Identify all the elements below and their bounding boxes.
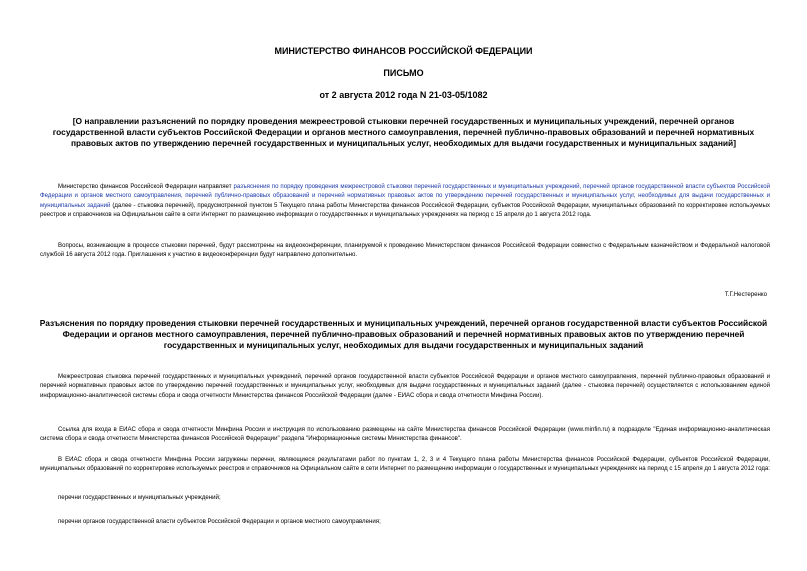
- letter-p1-text-before: Министерство финансов Российской Федерации направляет: [58, 183, 234, 190]
- appendix-title: Разъяснения по порядку проведения стыковки перечней государственных и муниципальных учреждений, перечней органов государственной власти субъектов Российской Федерации и органов местного самоуправления, перечней публично-правовых образований и перечней нормативных правовых актов по утверждению перечней государственных и муниципальных услуг, необходимых для выдачи государственных и муниципальных заданий: [39, 318, 768, 351]
- letter-paragraph-1: [40, 182, 770, 220]
- document-type: ПИСЬМО: [383, 68, 424, 78]
- appendix-paragraph-2: Ссылка для входа в ЕИАС сбора и свода отчетности Минфина России и инструкция по использованию размещены на сайте Министерства финансов Российской Федерации (www.minfin.ru) в подразделе "Единая информационно-аналитическая система сбора и свода отчетности Министерства финансов Российской Федерации" раздела "Информационные системы Министерства финансов".: [40, 426, 770, 443]
- explanations-link[interactable]: разъяснения по порядку проведения межреестровой стыковки перечней государственных и муниципальных учреждений, перечней органов государственной власти субъектов Российской Федерации и органов местного самоуправления, перечней публично-правовых образований и перечней нормативных правовых актов по утверждению перечней государственных и муниципальных услуг, необходимых для выдачи государственных и муниципальных заданий: [40, 183, 770, 209]
- letter-paragraph-2: Вопросы, возникающие в процессе стыковки перечней, будут рассмотрены на видеоконференции, планируемой к проведению Министерством финансов Российской Федерации совместно с Федеральным казначейством и Федеральной налоговой службой 16 августа 2012 года. Приглашения к участию в видеоконференции будут направлено дополнительно.: [40, 242, 770, 259]
- signature: Т.Г.Нестеренко: [724, 291, 767, 298]
- document-date-number: от 2 августа 2012 года N 21-03-05/1082: [319, 90, 488, 100]
- document-subject: [О направлении разъяснений по порядку проведения межреестровой стыковки перечней государственных и муниципальных учреждений, перечней органов государственной власти субъектов Российской Федерации и органов местного самоуправления, перечней публично-правовых образований и перечней нормативных правовых актов по утверждению перечней государственных и муниципальных услуг, необходимых для выдачи государственных и муниципальных заданий]: [52, 116, 755, 149]
- appendix-list-item-1: перечни государственных и муниципальных учреждений;: [58, 494, 221, 501]
- appendix-list-item-2: перечни органов государственной власти субъектов Российской Федерации и органов местного самоуправления;: [58, 518, 381, 525]
- appendix-paragraph-3: В ЕИАС сбора и свода отчетности Минфина России загружены перечни, являющиеся результатами работ по пунктам 1, 2, 3 и 4 Текущего плана работы Министерства финансов Российской Федерации, субъектов Российской Федерации, муниципальных образований по корректировке используемых реестров и справочников на Официальном сайте в сети Интернет по размещению информации о государственных и муниципальных учреждениях на период с 15 апреля до 1 августа 2012 года:: [40, 456, 770, 473]
- letter-p1-text-after: (далее - стыковка перечней), предусмотренной пунктом 5 Текущего плана работы Министерства финансов Российской Федерации, субъектов Российской Федерации, муниципальных образований по корректировке используемых реестров и справочников на Официальном сайте в сети Интернет по размещению информации о государственных и муниципальных учреждениях на период с 15 апреля до 1 августа 2012 года.: [40, 201, 770, 219]
- appendix-paragraph-1: Межреестровая стыковка перечней государственных и муниципальных учреждений, перечней органов государственной власти субъектов Российской Федерации и органов местного самоуправления, перечней публично-правовых образований и перечней нормативных правовых актов по утверждению перечней государственных и муниципальных услуг, необходимых для выдачи государственных и муниципальных заданий (далее - стыковка перечней) осуществляется с использованием единой информационно-аналитической системы сбора и свода отчетности Министерства финансов Российской Федерации (далее - ЕИАС сбора и свода отчетности Минфина России).: [40, 373, 770, 399]
- ministry-heading: МИНИСТЕРСТВО ФИНАНСОВ РОССИЙСКОЙ ФЕДЕРАЦИИ: [274, 46, 533, 56]
